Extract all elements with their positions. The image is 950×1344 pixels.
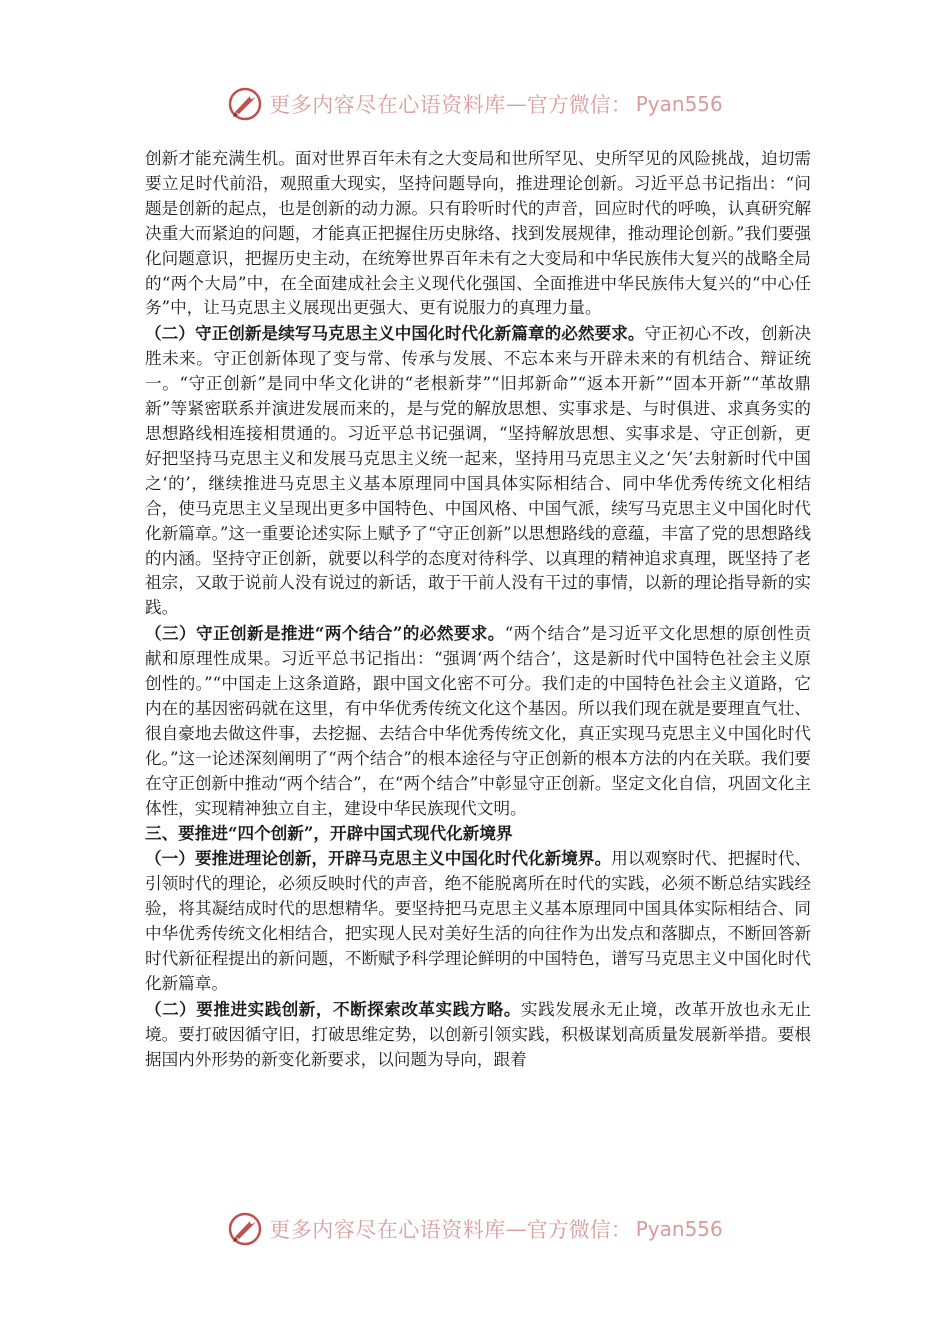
banner-wechat-label: 官方微信：	[526, 1218, 632, 1242]
section-heading: （二）要推进实践创新，不断探索改革实践方略。	[145, 998, 521, 1019]
paragraph-2: （二）守正创新是续写马克思主义中国化时代化新篇章的必然要求。守正初心不改，创新决胜未来。守正创新体现了变与常、传承与发展、不忘本来与开辟未来的有机结合、辩证统一。“守正创新”是同中华文化讲的“老根新芽”“旧邦新命”“返本开新”“固本开新”“革故鼎新”等紧密联系并演进发展而来的，是与党的解放思想、实事求是、与时俱进、求真务实的思想路线相连接相贯通的。习近平总书记强调，“坚持解放思想、实事求是、守正创新，更好把坚持马克思主义和发展马克思主义统一起来，坚持用马克思主义之‘矢’去射新时代中国之‘的’，继续推进马克思主义基本原理同中国具体实际相结合、同中华优秀传统文化相结合，使马克思主义呈现出更多中国特色、中国风格、中国气派，续写马克思主义中国化时代化新篇章。”这一重要论述实际上赋予了“守正创新”以思想路线的意蕴，丰富了党的思想路线的内涵。坚持守正创新，就要以科学的态度对待科学、以真理的精神追求真理，既坚持了老祖宗，又敢于说前人没有说过的新话，敢于干前人没有干过的事情，以新的理论指导新的实践。	[145, 323, 812, 618]
section-heading: （三）守正创新是推进“两个结合”的必然要求。	[145, 623, 505, 644]
paragraph-5: （二）要推进实践创新，不断探索改革实践方略。实践发展永无止境，改革开放也永无止境。要打破因循守旧，打破思维定势，以创新引领实践，积极谋划高质量发展新举措。要根据国内外形势的新变化新要求，以问题为导向，跟着	[145, 998, 812, 1069]
banner-separator: —	[505, 92, 527, 116]
footer-banner	[225, 1207, 725, 1251]
header-banner	[225, 82, 725, 126]
banner-wechat-label: 官方微信：	[526, 93, 632, 117]
banner-wechat-id: Pyan556	[635, 1217, 723, 1241]
pen-logo-icon	[227, 86, 263, 122]
banner-text: 更多内容尽在心语资料库	[269, 1218, 506, 1242]
pen-logo-icon	[227, 1211, 263, 1247]
section-heading: （二）守正创新是续写马克思主义中国化时代化新篇章的必然要求。	[145, 323, 645, 344]
document-body	[145, 146, 811, 1073]
paragraph-1: 创新才能充满生机。面对世界百年未有之大变局和世所罕见、史所罕见的风险挑战，迫切需要立足时代前沿，观照重大现实，坚持问题导向，推进理论创新。习近平总书记指出：“问题是创新的起点，也是创新的动力源。只有聆听时代的声音，回应时代的呼唤，认真研究解决重大而紧迫的问题，才能真正把握住历史脉络、找到发展规律，推动理论创新。”我们要强化问题意识，把握历史主动，在统筹世界百年未有之大变局和中华民族伟大复兴的战略全局的“两个大局”中，在全面建成社会主义现代化强国、全面推进中华民族伟大复兴的“中心任务”中，让马克思主义展现出更强大、更有说服力的真理力量。	[145, 149, 811, 318]
chapter-heading: 三、要推进“四个创新”，开辟中国式现代化新境界	[145, 823, 513, 844]
section-heading: （一）要推进理论创新，开辟马克思主义中国化时代化新境界。	[145, 848, 612, 869]
banner-text: 更多内容尽在心语资料库	[269, 93, 506, 117]
paragraph-4: （一）要推进理论创新，开辟马克思主义中国化时代化新境界。用以观察时代、把握时代、引领时代的理论，必须反映时代的声音，绝不能脱离所在时代的实践，必须不断总结实践经验，将其凝结成时代的思想精华。要坚持把马克思主义基本原理同中国具体实际相结合、同中华优秀传统文化相结合，把实现人民对美好生活的向往作为出发点和落脚点，不断回答新时代新征程提出的新问题，不断赋予科学理论鲜明的中国特色，谱写马克思主义中国化时代化新篇章。	[145, 848, 812, 993]
banner-separator: —	[505, 1217, 527, 1241]
banner-wechat-id: Pyan556	[635, 92, 723, 116]
paragraph-3: （三）守正创新是推进“两个结合”的必然要求。“两个结合”是习近平文化思想的原创性贡献和原理性成果。习近平总书记指出：“强调‘两个结合’，这是新时代中国特色社会主义原创性的。”“中国走上这条道路，跟中国文化密不可分。我们走的中国特色社会主义道路，它内在的基因密码就在这里，有中华优秀传统文化这个基因。所以我们现在就是要理直气壮、很自豪地去做这件事，去挖掘、去结合中华优秀传统文化，真正实现马克思主义中国化时代化。”这一论述深刻阐明了“两个结合”的根本途径与守正创新的根本方法的内在关联。我们要在守正创新中推动“两个结合”，在“两个结合”中彰显守正创新。坚定文化自信，巩固文化主体性，实现精神独立自主，建设中华民族现代文明。	[145, 623, 811, 818]
